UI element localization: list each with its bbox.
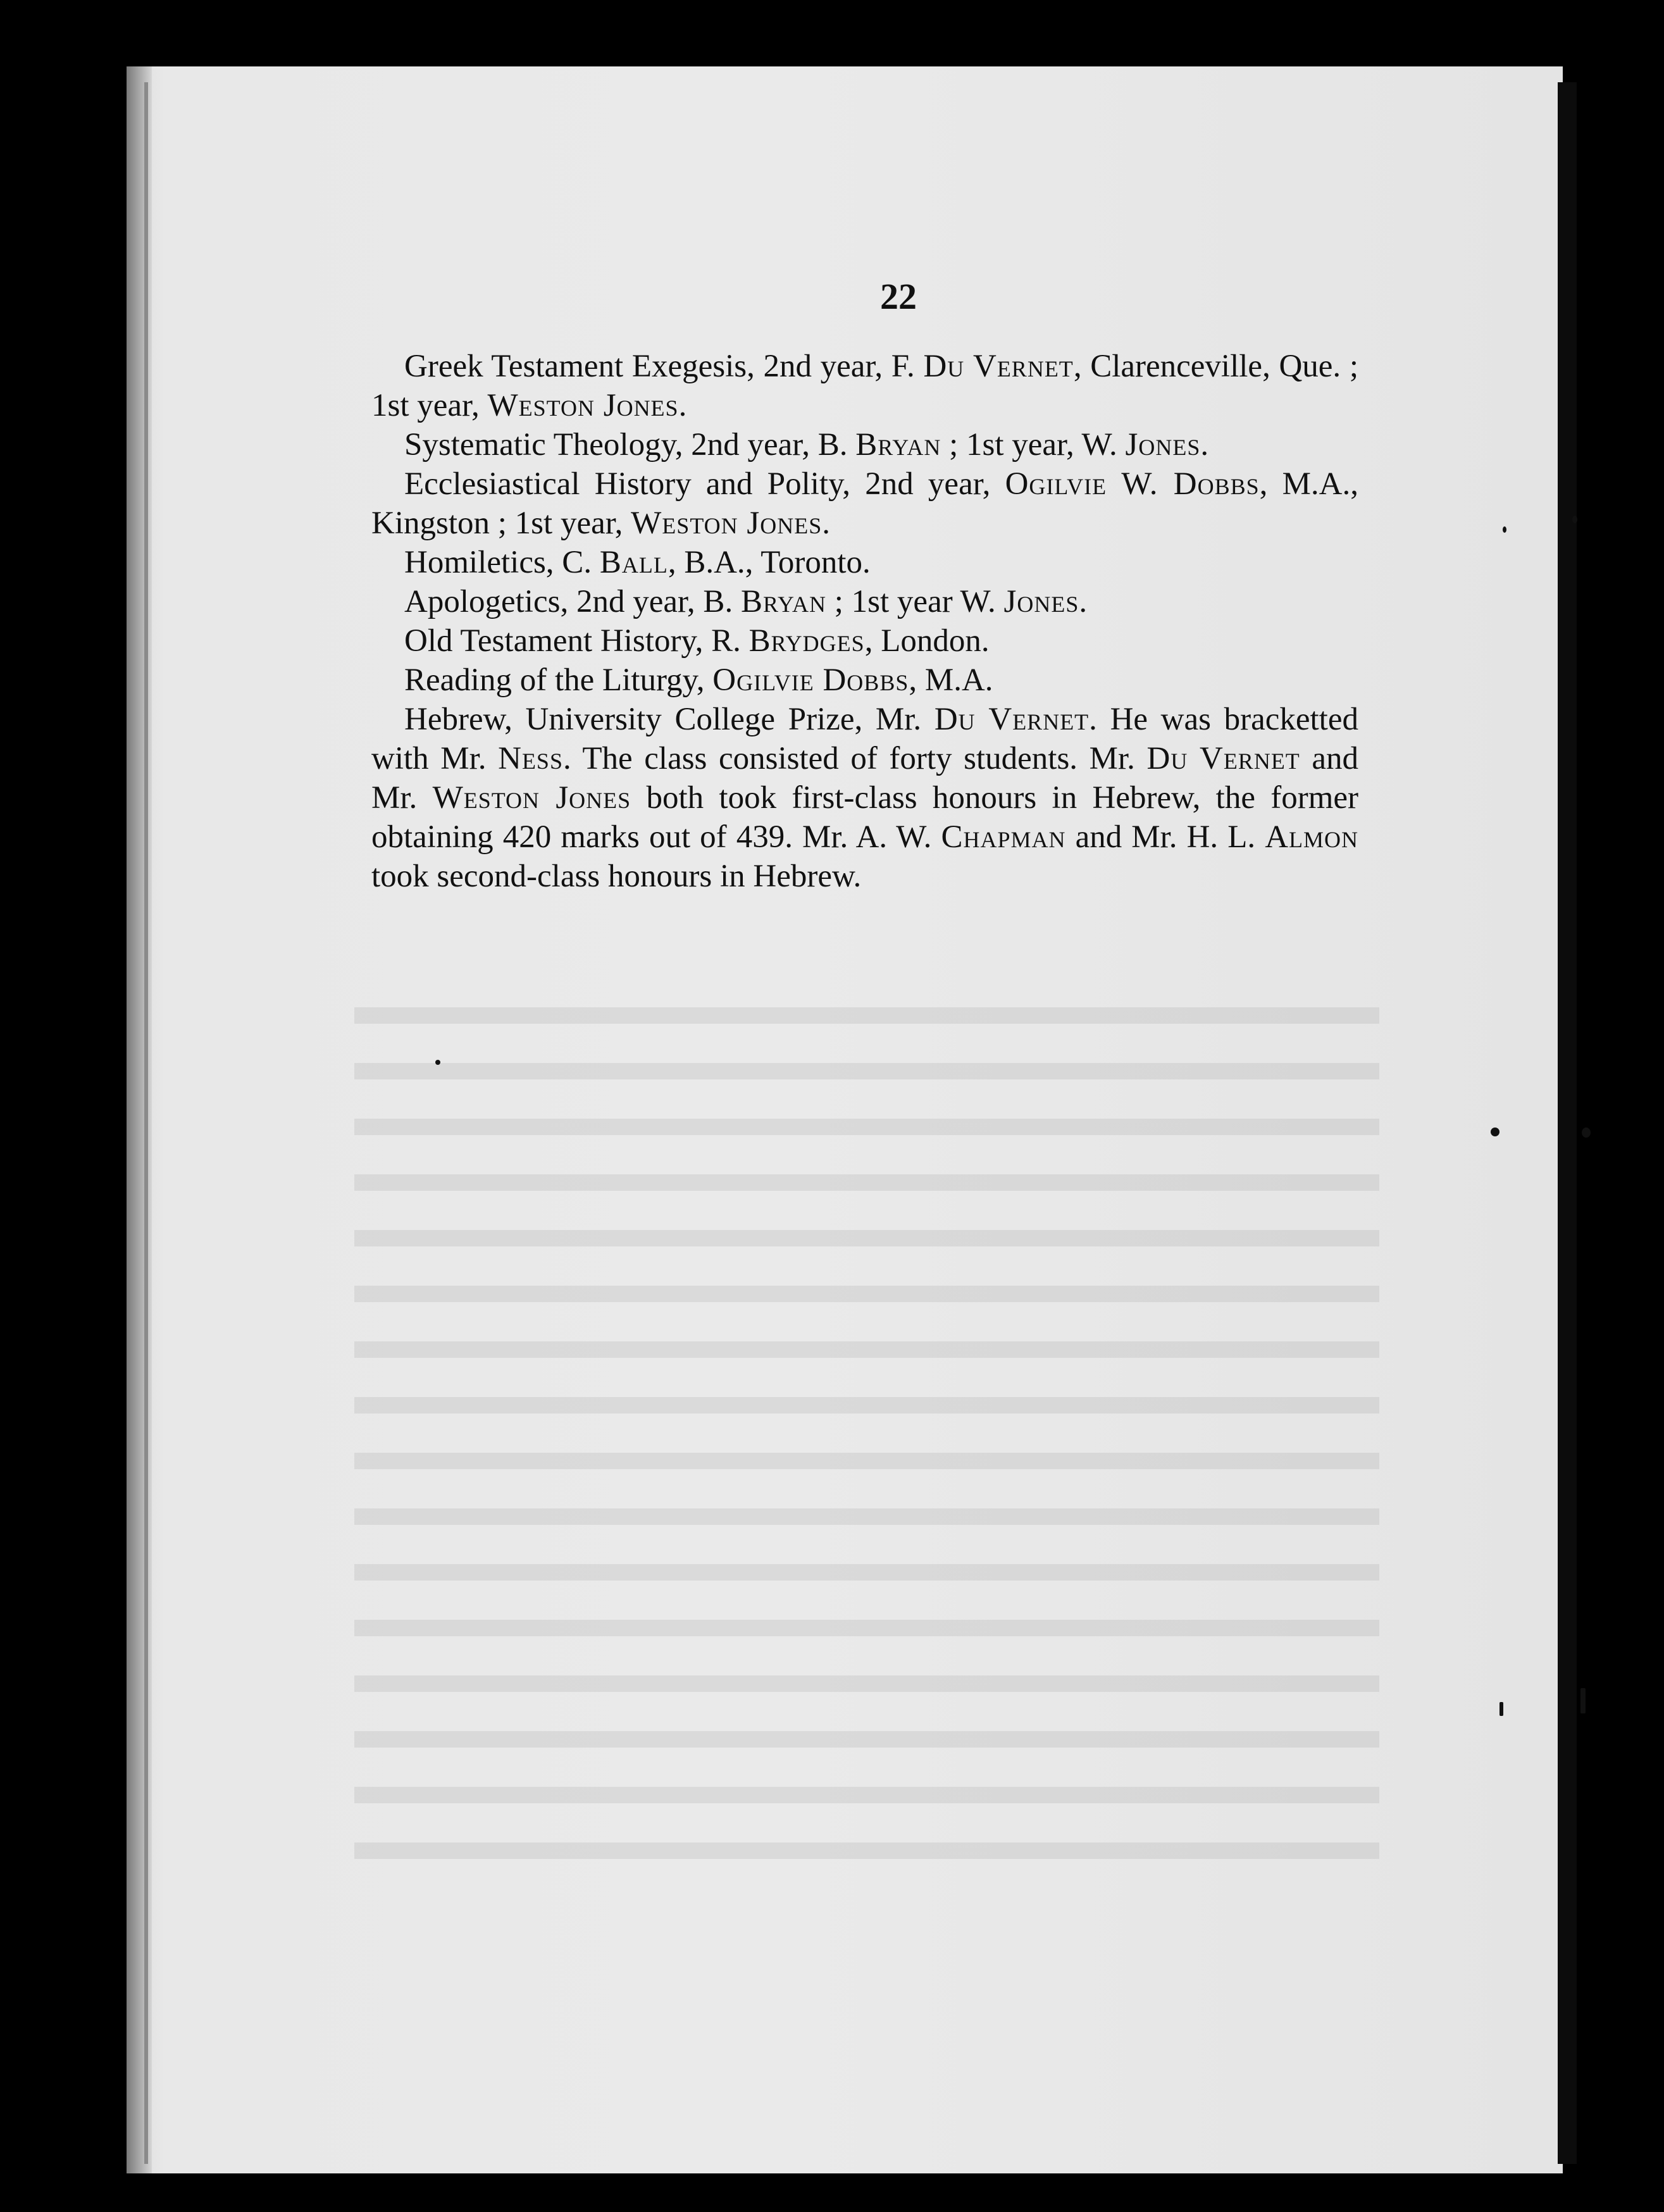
page-binding-edge <box>127 66 152 2173</box>
name-small-caps: Bryan <box>855 427 941 463</box>
text-run: and Mr. H. L. <box>1065 819 1265 855</box>
text-run: Ecclesiastical History and Polity, 2nd year, <box>404 466 1005 502</box>
text-run: Apologetics, 2nd year, B. <box>404 584 741 619</box>
ink-speck <box>1572 516 1577 523</box>
paragraph <box>371 582 1358 621</box>
name-small-caps: Du Vernet <box>923 349 1074 384</box>
paragraph <box>371 700 1358 896</box>
text-run: , B.A., Toronto. <box>667 545 871 580</box>
ink-speck <box>1580 1688 1586 1713</box>
name-small-caps: Du Vernet <box>934 702 1090 737</box>
paragraph <box>371 661 1358 700</box>
text-run: took second-class honours in Hebrew. <box>371 859 862 894</box>
ink-speck <box>435 1060 440 1065</box>
text-run: , Clarenceville, Que. ; 1st year, <box>371 349 1358 423</box>
text-run: Systematic Theology, 2nd year, B. <box>404 427 856 463</box>
name-small-caps: Jones <box>1003 584 1079 619</box>
text-run: and Mr. <box>371 741 1359 816</box>
text-run: , M.A., Kingston ; 1st year, <box>371 466 1358 541</box>
name-small-caps: Ogilvie Dobbs <box>712 662 909 698</box>
text-run: . The class consisted of forty students. Mr. <box>562 741 1147 776</box>
ink-speck <box>1499 1702 1503 1716</box>
text-run: . <box>1200 427 1209 463</box>
paragraph <box>371 464 1358 543</box>
name-small-caps: Brydges <box>748 623 865 659</box>
name-small-caps: Weston Jones <box>487 388 679 423</box>
body-text <box>371 347 1358 896</box>
text-run: Greek Testament Exegesis, 2nd year, F. <box>404 349 924 384</box>
page-number: 22 <box>880 276 917 317</box>
text-run: . <box>1079 584 1088 619</box>
paragraph <box>371 543 1358 582</box>
paragraph <box>371 621 1358 661</box>
text-run: Old Testament History, R. <box>404 623 749 659</box>
text-run: ; 1st year W. <box>826 584 1004 619</box>
text-run: . <box>678 388 687 423</box>
ink-speck <box>1491 1128 1499 1136</box>
name-small-caps: Almon <box>1265 819 1359 855</box>
ink-speck <box>1503 526 1506 533</box>
paragraph <box>371 425 1358 464</box>
text-run: , M.A. <box>909 662 993 698</box>
name-small-caps: Ogilvie W. Dobbs <box>1005 466 1260 502</box>
name-small-caps: Weston Jones <box>432 780 631 816</box>
text-run: both took first-class honours in Hebrew, the former obtaining 420 marks out of 439. Mr. A. W. <box>371 780 1358 855</box>
text-run: Homiletics, C. <box>404 545 600 580</box>
text-run: , London. <box>864 623 990 659</box>
text-run: Reading of the Liturgy, <box>404 662 713 698</box>
text-run: Hebrew, University College Prize, Mr. <box>404 702 934 737</box>
paragraph <box>371 347 1358 425</box>
name-small-caps: Ness <box>498 741 563 776</box>
name-small-caps: Ball <box>599 545 668 580</box>
name-small-caps: Chapman <box>941 819 1066 855</box>
text-run: . He was bracketted with Mr. <box>371 702 1358 776</box>
ink-speck <box>1582 1128 1591 1138</box>
name-small-caps: Weston Jones <box>631 506 823 541</box>
text-run: . <box>822 506 831 541</box>
binding-shadow-line <box>144 82 148 2164</box>
name-small-caps: Jones <box>1125 427 1201 463</box>
name-small-caps: Du Vernet <box>1146 741 1300 776</box>
facing-page-edge <box>1558 82 1577 2164</box>
name-small-caps: Bryan <box>740 584 826 619</box>
show-through-text-bleed <box>354 968 1379 1892</box>
text-run: ; 1st year, W. <box>941 427 1126 463</box>
